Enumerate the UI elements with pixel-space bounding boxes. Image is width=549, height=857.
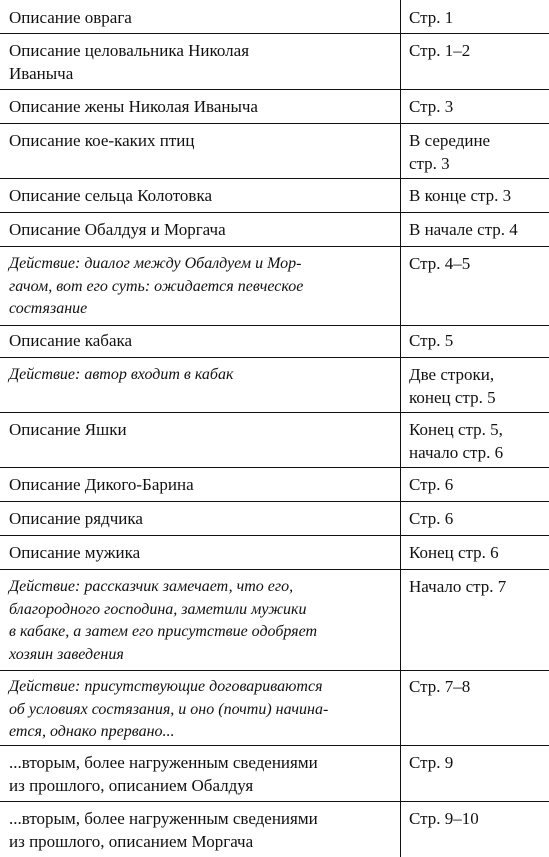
row-description: ...вторым, более нагруженным сведениями из прошлого, описанием Моргача [9, 809, 318, 851]
row-description: Описание мужика [9, 543, 141, 562]
row-page-ref: В начале стр. 4 [409, 220, 518, 239]
row-separator [0, 89, 549, 90]
row-separator [0, 33, 549, 34]
row-page-ref: Стр. 1–2 [409, 41, 471, 60]
row-page-ref: В середине стр. 3 [409, 131, 491, 173]
row-description: Описание целовальника Николая Иваныча [9, 41, 250, 83]
row-separator [0, 246, 549, 247]
row-action: Действие: диалог между Обалдуем и Мор- гачом, вот его суть: ожидается певческое состязание [9, 255, 304, 317]
row-separator [0, 123, 549, 124]
row-separator [0, 357, 549, 358]
row-page-ref: Стр. 3 [409, 97, 454, 116]
row-separator [0, 178, 549, 179]
column-divider [400, 0, 401, 857]
row-separator [0, 467, 549, 468]
row-description: ...вторым, более нагруженным сведениями из прошлого, описанием Обалдуя [9, 753, 318, 795]
row-action: Действие: автор входит в кабак [9, 366, 234, 383]
row-separator [0, 569, 549, 570]
row-action: Действие: присутствующие договариваются об условиях состязания, и оно (почти) начина- ется, однако прервано... [9, 678, 329, 740]
row-separator [0, 801, 549, 802]
row-page-ref: Конец стр. 6 [409, 543, 499, 562]
row-page-ref: Стр. 6 [409, 509, 454, 528]
row-description: Описание кабака [9, 331, 133, 350]
row-page-ref: Начало стр. 7 [409, 577, 507, 596]
row-page-ref: Стр. 9 [409, 753, 454, 772]
row-separator [0, 745, 549, 746]
row-description: Описание Яшки [9, 420, 127, 439]
row-page-ref: Стр. 5 [409, 331, 454, 350]
row-page-ref: В конце стр. 3 [409, 186, 512, 205]
row-description: Описание рядчика [9, 509, 143, 528]
row-description: Описание кое-каких птиц [9, 131, 195, 150]
row-page-ref: Стр. 1 [409, 8, 454, 27]
row-separator [0, 501, 549, 502]
row-description: Описание жены Николая Иваныча [9, 97, 258, 116]
row-separator [0, 212, 549, 213]
row-description: Описание Дикого-Барина [9, 475, 194, 494]
row-separator [0, 535, 549, 536]
row-description: Описание оврага [9, 8, 132, 27]
row-page-ref: Конец стр. 5, начало стр. 6 [409, 420, 504, 462]
row-separator [0, 325, 549, 326]
row-page-ref: Стр. 7–8 [409, 677, 471, 696]
row-separator [0, 670, 549, 671]
row-action: Действие: рассказчик замечает, что его, благородного господина, заметили мужики в кабаке, а затем его присутствие одобряет хозяин заведения [9, 578, 318, 663]
row-page-ref: Стр. 4–5 [409, 254, 471, 273]
row-separator [0, 412, 549, 413]
row-description: Описание сельца Колотовка [9, 186, 212, 205]
row-page-ref: Две строки, конец стр. 5 [409, 365, 496, 407]
row-page-ref: Стр. 9–10 [409, 809, 479, 828]
row-description: Описание Обалдуя и Моргача [9, 220, 226, 239]
row-page-ref: Стр. 6 [409, 475, 454, 494]
